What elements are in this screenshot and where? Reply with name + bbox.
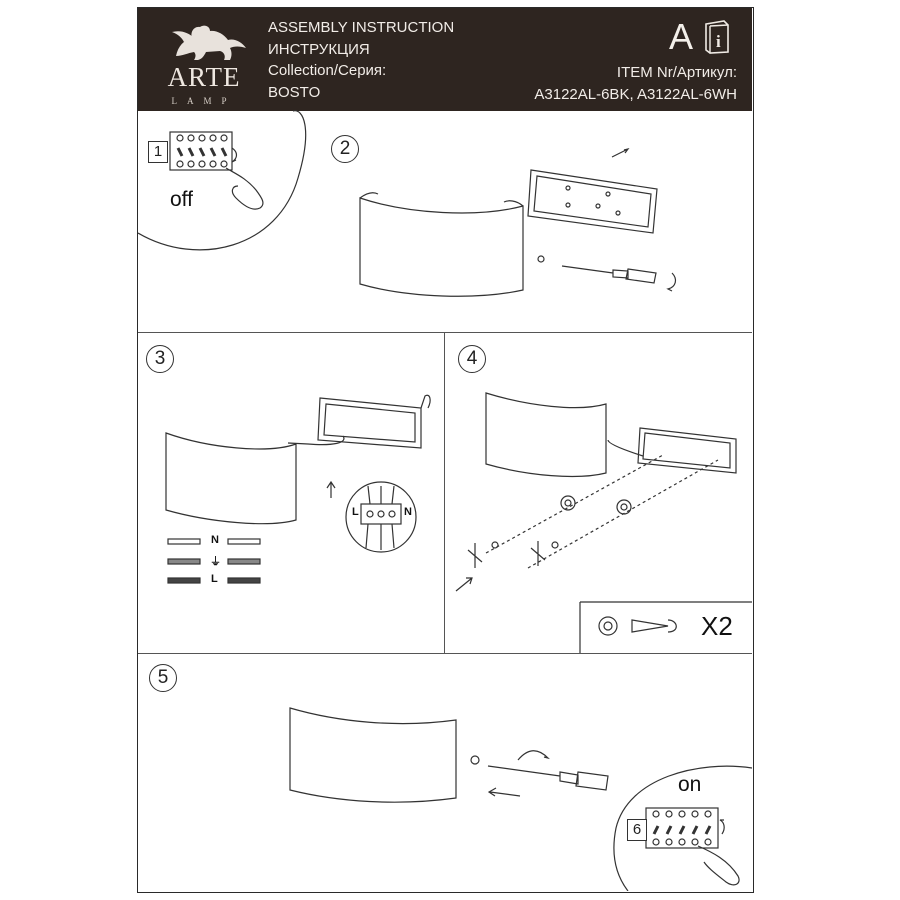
step2-lamp-ends [360,193,523,206]
step4-arrow [456,578,472,591]
item-label: ITEM Nr/Артикул: [616,64,737,81]
wire-ground-label: ⏚ [210,556,221,568]
step5-arrow [489,788,520,796]
wire-live-label: L [211,573,218,585]
step2-lamp-body [360,198,523,296]
step3-cable [288,436,344,445]
step4-cable [608,440,643,456]
instruction-sheet [137,7,754,893]
title-en: ASSEMBLY INSTRUCTION [268,19,455,36]
step3-wires [366,486,394,550]
step3-lamp-body [166,433,296,524]
step5-screwdriver [488,766,608,790]
step4-anchor-2 [531,541,545,566]
step4-dowel-1 [561,496,575,510]
step6-switch-arrow [720,820,724,834]
step6-hand [698,846,739,885]
class-badge: A [669,16,694,57]
step2-rotate-arrow [668,273,675,291]
step4-lamp-body [486,393,606,476]
step4-mounting-plate [638,428,736,473]
step1-hand [226,168,263,209]
step4-plate-inner [643,433,730,468]
step4-screw-1 [492,542,498,548]
kit-dowel-icon [599,617,617,635]
brand-name: ARTE [167,62,241,92]
title-ru: ИНСТРУКЦИЯ [268,40,370,58]
step1-switch-levers [178,148,226,156]
step5-screw [471,756,479,764]
step4-anchor-1 [468,543,482,568]
brand-subtitle: LAMP [171,96,237,106]
step1-off-label: off [170,188,193,211]
kit-quantity: X2 [701,611,733,641]
assembly-drawings [138,8,752,891]
info-letter: i [716,32,721,51]
step2-screw [538,256,544,262]
step5-number: 5 [149,664,177,692]
wire-neutral-label: N [211,534,219,546]
terminal-neutral-label: N [404,506,412,518]
step4-number: 4 [458,345,486,373]
step3-number: 3 [146,345,174,373]
step5-lamp-body [290,708,456,802]
step6-number: 6 [627,819,647,841]
step2-mounting-plate [528,170,657,233]
step3-up-arrow [327,482,335,498]
step6-on-label: on [678,773,702,796]
step1-number: 1 [148,141,168,163]
item-numbers: A3122AL-6BK, A3122AL-6WH [534,85,737,103]
kit-screw-icon [632,620,676,632]
step1-switch-arrow [232,148,237,162]
step2-number: 2 [331,135,359,163]
step3-mounting-plate [318,398,421,448]
step2-plate-holes [566,186,620,215]
step5-rotate-arrow [518,751,548,760]
step3-plate-inner [324,404,415,442]
step3-cable-entry [421,395,430,408]
step6-switch-levers [654,826,710,834]
step4-dowel-2 [617,500,631,514]
terminal-live-label: L [352,506,359,518]
step2-screwdriver [562,266,656,283]
step2-arrow [612,149,628,157]
step4-screw-2 [552,542,558,548]
collection-name: BOSTO [268,83,321,101]
collection-label: Collection/Серия: [268,62,387,79]
